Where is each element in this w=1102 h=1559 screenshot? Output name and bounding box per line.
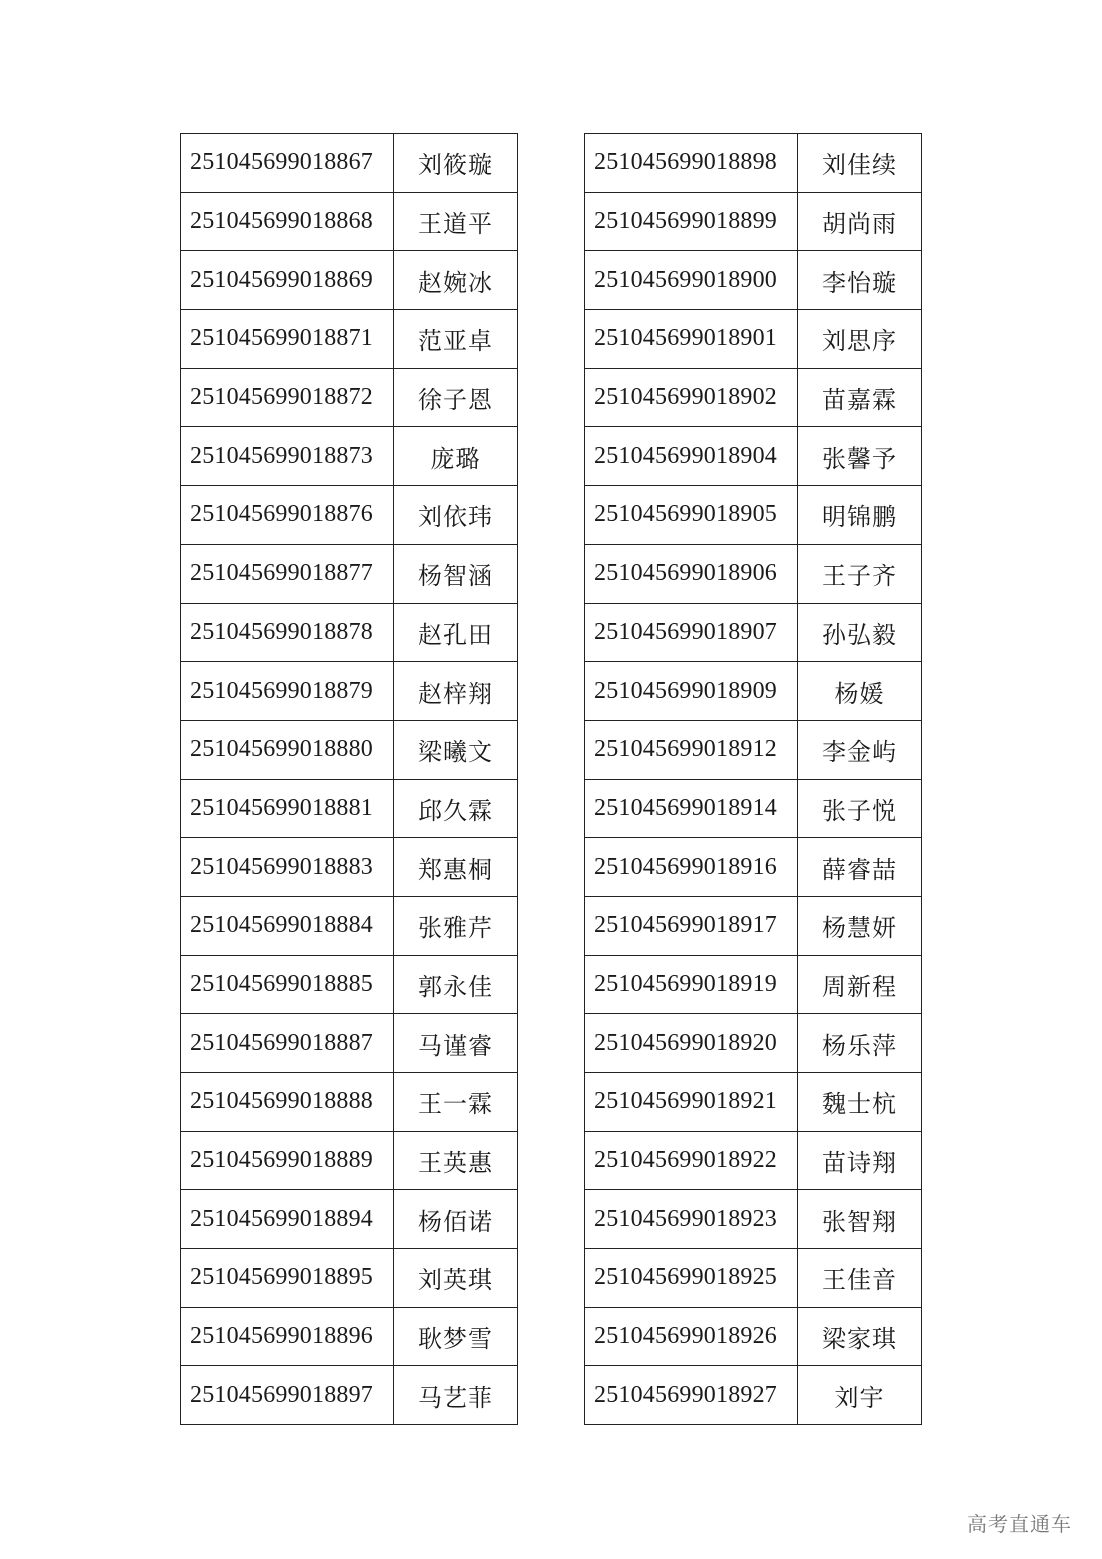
candidate-name-cell: 王一霖 [394,1073,518,1132]
candidate-name-cell: 徐子恩 [394,368,518,427]
roster-table-right-body [585,134,922,1425]
candidate-id-cell: 251045699018876 [181,486,394,545]
candidate-id-cell: 251045699018871 [181,310,394,369]
candidate-id-cell: 251045699018917 [585,896,798,955]
table-row [181,1131,518,1190]
table-row [181,1249,518,1308]
table-row [585,192,922,251]
candidate-id-cell: 251045699018901 [585,310,798,369]
candidate-name-cell: 马谨睿 [394,1014,518,1073]
table-row [181,838,518,897]
candidate-name-cell: 明锦鹏 [798,486,922,545]
candidate-name-cell: 杨佰诺 [394,1190,518,1249]
candidate-name-cell: 郑惠桐 [394,838,518,897]
table-row [585,251,922,310]
table-row [181,1366,518,1425]
candidate-id-cell: 251045699018894 [181,1190,394,1249]
table-row [181,720,518,779]
candidate-id-cell: 251045699018888 [181,1073,394,1132]
table-row [181,955,518,1014]
candidate-id-cell: 251045699018923 [585,1190,798,1249]
table-row [585,1249,922,1308]
table-row [181,310,518,369]
candidate-name-cell: 杨乐萍 [798,1014,922,1073]
roster-table-left-body [181,134,518,1425]
candidate-id-cell: 251045699018883 [181,838,394,897]
candidate-name-cell: 苗嘉霖 [798,368,922,427]
candidate-id-cell: 251045699018868 [181,192,394,251]
candidate-id-cell: 251045699018906 [585,544,798,603]
candidate-name-cell: 胡尚雨 [798,192,922,251]
candidate-id-cell: 251045699018921 [585,1073,798,1132]
watermark-text: 高考直通车 [967,1512,1072,1536]
table-row [181,1073,518,1132]
table-row [181,662,518,721]
candidate-id-cell: 251045699018905 [585,486,798,545]
candidate-id-cell: 251045699018925 [585,1249,798,1308]
candidate-name-cell: 苗诗翔 [798,1131,922,1190]
candidate-name-cell: 魏士杭 [798,1073,922,1132]
table-row [181,427,518,486]
candidate-id-cell: 251045699018895 [181,1249,394,1308]
table-row [181,896,518,955]
candidate-id-cell: 251045699018897 [181,1366,394,1425]
candidate-name-cell: 李金屿 [798,720,922,779]
candidate-id-cell: 251045699018919 [585,955,798,1014]
candidate-id-cell: 251045699018869 [181,251,394,310]
table-row [181,251,518,310]
candidate-name-cell: 刘依玮 [394,486,518,545]
table-row [585,544,922,603]
table-row [585,1307,922,1366]
candidate-name-cell: 刘宇 [798,1366,922,1425]
candidate-name-cell: 王道平 [394,192,518,251]
table-row [181,1307,518,1366]
candidate-id-cell: 251045699018920 [585,1014,798,1073]
candidate-name-cell: 刘佳续 [798,134,922,193]
candidate-id-cell: 251045699018927 [585,1366,798,1425]
candidate-name-cell: 张智翔 [798,1190,922,1249]
table-row [181,544,518,603]
table-row [585,603,922,662]
candidate-name-cell: 马艺菲 [394,1366,518,1425]
candidate-id-cell: 251045699018899 [585,192,798,251]
candidate-id-cell: 251045699018867 [181,134,394,193]
table-row [585,1014,922,1073]
candidate-name-cell: 张雅芹 [394,896,518,955]
candidate-name-cell: 庞璐 [394,427,518,486]
table-row [585,368,922,427]
table-row [181,1014,518,1073]
table-row [585,427,922,486]
candidate-name-cell: 郭永佳 [394,955,518,1014]
candidate-name-cell: 周新程 [798,955,922,1014]
candidate-name-cell: 赵梓翔 [394,662,518,721]
candidate-id-cell: 251045699018916 [585,838,798,897]
candidate-id-cell: 251045699018878 [181,603,394,662]
candidate-id-cell: 251045699018880 [181,720,394,779]
table-row [585,486,922,545]
candidate-name-cell: 邱久霖 [394,779,518,838]
candidate-id-cell: 251045699018926 [585,1307,798,1366]
candidate-id-cell: 251045699018887 [181,1014,394,1073]
table-row [585,134,922,193]
candidate-name-cell: 王英惠 [394,1131,518,1190]
table-row [585,955,922,1014]
candidate-name-cell: 孙弘毅 [798,603,922,662]
table-row [585,896,922,955]
candidate-id-cell: 251045699018885 [181,955,394,1014]
candidate-name-cell: 杨媛 [798,662,922,721]
table-row [181,192,518,251]
candidate-id-cell: 251045699018912 [585,720,798,779]
candidate-id-cell: 251045699018898 [585,134,798,193]
candidate-name-cell: 王子齐 [798,544,922,603]
table-row [181,603,518,662]
candidate-id-cell: 251045699018900 [585,251,798,310]
candidate-name-cell: 李怡璇 [798,251,922,310]
table-row [585,720,922,779]
table-row [181,368,518,427]
candidate-name-cell: 张子悦 [798,779,922,838]
candidate-id-cell: 251045699018889 [181,1131,394,1190]
candidate-id-cell: 251045699018884 [181,896,394,955]
candidate-id-cell: 251045699018904 [585,427,798,486]
candidate-id-cell: 251045699018896 [181,1307,394,1366]
candidate-id-cell: 251045699018881 [181,779,394,838]
candidate-id-cell: 251045699018909 [585,662,798,721]
candidate-id-cell: 251045699018907 [585,603,798,662]
candidate-name-cell: 赵婉冰 [394,251,518,310]
candidate-name-cell: 薛睿喆 [798,838,922,897]
table-row [585,1131,922,1190]
table-row [181,134,518,193]
candidate-name-cell: 刘英琪 [394,1249,518,1308]
candidate-name-cell: 张馨予 [798,427,922,486]
roster-table-right [584,133,922,1425]
candidate-name-cell: 杨慧妍 [798,896,922,955]
table-row [181,486,518,545]
table-row [181,779,518,838]
table-row [585,310,922,369]
candidate-id-cell: 251045699018877 [181,544,394,603]
table-row [585,838,922,897]
candidate-id-cell: 251045699018914 [585,779,798,838]
candidate-name-cell: 梁家琪 [798,1307,922,1366]
candidate-name-cell: 刘思序 [798,310,922,369]
table-row [585,1190,922,1249]
candidate-id-cell: 251045699018879 [181,662,394,721]
table-row [585,779,922,838]
table-row [585,1073,922,1132]
table-row [181,1190,518,1249]
candidate-id-cell: 251045699018902 [585,368,798,427]
candidate-name-cell: 耿梦雪 [394,1307,518,1366]
roster-table-left [180,133,518,1425]
candidate-name-cell: 梁曦文 [394,720,518,779]
candidate-id-cell: 251045699018873 [181,427,394,486]
candidate-name-cell: 范亚卓 [394,310,518,369]
table-row [585,662,922,721]
candidate-name-cell: 王佳音 [798,1249,922,1308]
candidate-id-cell: 251045699018922 [585,1131,798,1190]
candidate-id-cell: 251045699018872 [181,368,394,427]
table-row [585,1366,922,1425]
candidate-name-cell: 刘筱璇 [394,134,518,193]
candidate-name-cell: 杨智涵 [394,544,518,603]
candidate-name-cell: 赵孔田 [394,603,518,662]
